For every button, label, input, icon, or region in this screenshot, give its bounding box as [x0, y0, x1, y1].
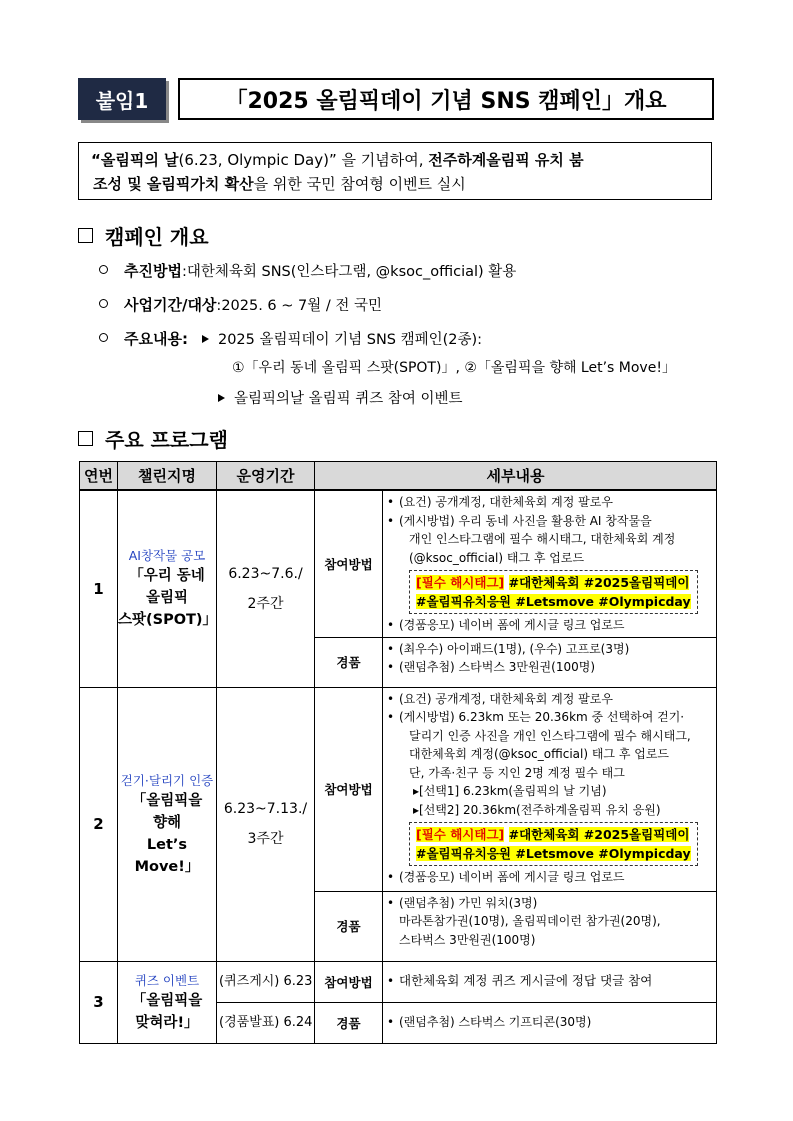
- challenge-name-cell: [118, 687, 217, 961]
- row-number: 1: [80, 490, 118, 687]
- challenge-name: 「우리 동네: [129, 568, 205, 585]
- challenge-name: Let’s Move!」: [134, 836, 200, 875]
- challenge-tag: AI창작물 공모: [128, 548, 206, 564]
- detail-participation: • (요건) 공개계정, 대한체육회 계정 팔로우 • (게시방법) 6.23km 또는 20.36km 중 선택하여 걷기· 달리기 인증 사진을 개인 인스타그램에 필수 해시태그, 대한체육회 계정(@ksoc_official) 태그 후 업로드 단, 가족·친구 등 지인 2명 계정 필수 태그 ▸[선택1] 6.23km(올림픽의 날 기념) ▸[선택2] 20.36km(전주하계올림픽 유치 응원) [필수 해시태그] #대한체육회 #2025올림픽데이 #올림픽유치응원 #Letsmove #Olympicday • (경품응모) 네이버 폼에 게시글 링크 업로드: [383, 687, 717, 891]
- detail-line: (랜덤추첨) 가민 워치(3명): [399, 895, 538, 910]
- detail-line: (게시방법) 우리 동네 사진을 활용한 AI 창작물을: [399, 513, 652, 528]
- detail-line: 대한체육회 계정 퀴즈 게시글에 정답 댓글 참여: [399, 973, 653, 989]
- summary-box: [78, 142, 712, 200]
- detail-participation: • (요건) 공개계정, 대한체육회 계정 팔로우 • (게시방법) 우리 동네 사진을 활용한 AI 창작물을 개인 인스타그램에 필수 해시태그, 대한체육회 계정 (@ksoc_official) 태그 후 업로드 [필수 해시태그] #대한체육회 #2025올림픽데이 #올림픽유치응원 #Letsmove #Olympicday • (경품응모) 네이버 폼에 게시글 링크 업로드: [383, 490, 717, 637]
- detail-line: 대한체육회 계정(@ksoc_official) 태그 후 업로드: [409, 747, 670, 761]
- overview-item-method: [99, 260, 516, 281]
- period-weeks: 3주간: [247, 831, 284, 847]
- challenge-tag: 걷기·달리기 인증: [120, 772, 214, 788]
- detail-line: (요건) 공개계정, 대한체육회 계정 팔로우: [399, 691, 613, 706]
- period-dates: 6.23~7.6./: [228, 565, 303, 582]
- summary-line-2: [91, 172, 699, 196]
- period-quiz-result: (경품발표) 6.24: [217, 1002, 315, 1043]
- overview-sub-campaigns: ①「우리 동네 올림픽 스팟(SPOT)」, ②「올림픽을 향해 Let’s Move!」: [232, 360, 676, 376]
- hashtags: #올림픽유치응원 #Letsmove #Olympicday: [416, 594, 691, 609]
- category-participation: 참여방법: [315, 490, 383, 637]
- overview-label: 주요내용:: [124, 330, 188, 348]
- detail-line: 달리기 인증 사진을 개인 인스타그램에 필수 해시태그,: [409, 728, 691, 743]
- challenge-name: 올림픽: [145, 590, 189, 607]
- table-header-row: [80, 462, 717, 491]
- row-number: 2: [80, 687, 118, 961]
- detail-line: (경품응모) 네이버 폼에 게시글 링크 업로드: [399, 618, 625, 632]
- overview-item-period: [99, 294, 382, 315]
- period-dates: 6.23~7.13./: [223, 801, 308, 817]
- challenge-name: 스팟(SPOT)」: [118, 612, 218, 629]
- overview-quiz-text: 올림픽의날 올림픽 퀴즈 참여 이벤트: [234, 391, 463, 407]
- challenge-name: 「올림픽을: [131, 792, 203, 809]
- hashtags: #대한체육회 #2025올림픽데이: [508, 575, 690, 590]
- hashtag-label: [필수 해시태그]: [416, 575, 505, 590]
- column-header: 세부내용: [315, 462, 717, 491]
- required-hashtag-box: [409, 822, 698, 866]
- section-overview-heading: [78, 221, 209, 250]
- detail-line: (랜덤추첨) 스타벅스 3만원권(100명): [399, 660, 595, 674]
- table-row: [80, 490, 717, 637]
- circle-bullet-icon: [99, 333, 108, 342]
- detail-line: 단, 가족·친구 등 지인 2명 계정 필수 태그: [409, 765, 625, 780]
- attachment-tag: 붙임1: [78, 78, 166, 120]
- overview-item-content: [99, 328, 482, 349]
- checkbox-square-icon: [78, 431, 93, 446]
- hashtags: #대한체육회 #2025올림픽데이: [508, 827, 690, 842]
- overview-label: 추진방법: [124, 262, 182, 280]
- detail-line: (@ksoc_official) 태그 후 업로드: [409, 550, 585, 565]
- triangle-bullet-icon: [202, 335, 209, 343]
- challenge-name: 「올림픽을: [131, 992, 203, 1009]
- circle-bullet-icon: [99, 299, 108, 308]
- triangle-bullet-icon: [218, 394, 225, 402]
- checkbox-square-icon: [78, 228, 93, 243]
- overview-text: 2025. 6 ~ 7월 / 전 국민: [221, 298, 382, 314]
- category-participation: 참여방법: [315, 961, 383, 1002]
- period-quiz-post: (퀴즈게시) 6.23: [217, 961, 315, 1002]
- hashtag-label: [필수 해시태그]: [416, 827, 505, 842]
- category-prize: 경품: [315, 1002, 383, 1043]
- section-program-title: 주요 프로그램: [105, 428, 228, 452]
- period-weeks: 2주간: [247, 595, 284, 612]
- period-cell: [217, 687, 315, 961]
- challenge-name: 맞혀라!」: [135, 1014, 199, 1031]
- summary-date: (6.23, Olympic Day)” 을 기념하여,: [178, 151, 429, 169]
- period-cell: [217, 490, 315, 687]
- summary-bid: 전주하계올림픽 유치 붐: [428, 151, 584, 169]
- overview-quiz-item: [218, 387, 463, 408]
- summary-value: 조성 및 올림픽가치 확산: [93, 175, 254, 193]
- overview-text: 2025 올림픽데이 기념 SNS 캠페인(2종):: [217, 332, 483, 348]
- challenge-name: 향해: [152, 814, 181, 831]
- detail-participation: • 대한체육회 계정 퀴즈 게시글에 정답 댓글 참여: [383, 961, 717, 1002]
- column-header: 운영기간: [217, 462, 315, 491]
- detail-line: (최우수) 아이패드(1명), (우수) 고프로(3명): [399, 641, 630, 656]
- category-prize: 경품: [315, 891, 383, 961]
- hashtags: #올림픽유치응원 #Letsmove #Olympicday: [416, 846, 691, 861]
- detail-prize: • (랜덤추첨) 스타벅스 기프티콘(30명): [383, 1002, 717, 1043]
- section-program-heading: [78, 424, 228, 453]
- overview-sep: :: [181, 264, 187, 280]
- detail-line: 마라톤참가권(10명), 올림픽데이런 참가권(20명),: [399, 914, 661, 928]
- table-row: [80, 687, 717, 891]
- detail-line: (랜덤추첨) 스타벅스 기프티콘(30명): [399, 1015, 592, 1030]
- summary-line-1: [91, 148, 699, 172]
- challenge-name-cell: [118, 490, 217, 687]
- option-line: ▸[선택2] 20.36km(전주하계올림픽 유치 응원): [413, 802, 661, 817]
- column-header: 연번: [80, 462, 118, 491]
- detail-line: (경품응모) 네이버 폼에 게시글 링크 업로드: [399, 870, 625, 884]
- overview-text: 대한체육회 SNS(인스타그램, @ksoc_official) 활용: [186, 264, 517, 280]
- detail-line: (게시방법) 6.23km 또는 20.36km 중 선택하여 걷기·: [399, 710, 685, 724]
- column-header: 챌린지명: [118, 462, 217, 491]
- program-table: [79, 461, 717, 1044]
- circle-bullet-icon: [99, 265, 108, 274]
- summary-olympic-day: “올림픽의 날: [91, 151, 179, 169]
- section-overview-title: 캠페인 개요: [105, 225, 209, 249]
- category-prize: 경품: [315, 637, 383, 687]
- challenge-name-cell: [118, 961, 217, 1043]
- overview-label: 사업기간/대상: [124, 296, 217, 314]
- table-row: [80, 961, 717, 1002]
- page-title: 「2025 올림픽데이 기념 SNS 캠페인」개요: [178, 78, 714, 120]
- summary-tail: 을 위한 국민 참여형 이벤트 실시: [253, 175, 466, 193]
- detail-line: 개인 인스타그램에 필수 해시태그, 대한체육회 계정: [409, 532, 676, 546]
- detail-prize: • (랜덤추첨) 가민 워치(3명) 마라톤참가권(10명), 올림픽데이런 참가권(20명), 스타벅스 3만원권(100명): [383, 891, 717, 961]
- category-participation: 참여방법: [315, 687, 383, 891]
- overview-sep: :: [216, 298, 222, 314]
- detail-line: (요건) 공개계정, 대한체육회 계정 팔로우: [399, 495, 613, 509]
- row-number: 3: [80, 961, 118, 1043]
- option-line: ▸[선택1] 6.23km(올림픽의 날 기념): [413, 784, 607, 798]
- required-hashtag-box: [409, 570, 698, 614]
- challenge-tag: 퀴즈 이벤트: [134, 972, 200, 988]
- detail-line: 스타벅스 3만원권(100명): [399, 932, 536, 947]
- detail-prize: • (최우수) 아이패드(1명), (우수) 고프로(3명) • (랜덤추첨) 스타벅스 3만원권(100명): [383, 637, 717, 687]
